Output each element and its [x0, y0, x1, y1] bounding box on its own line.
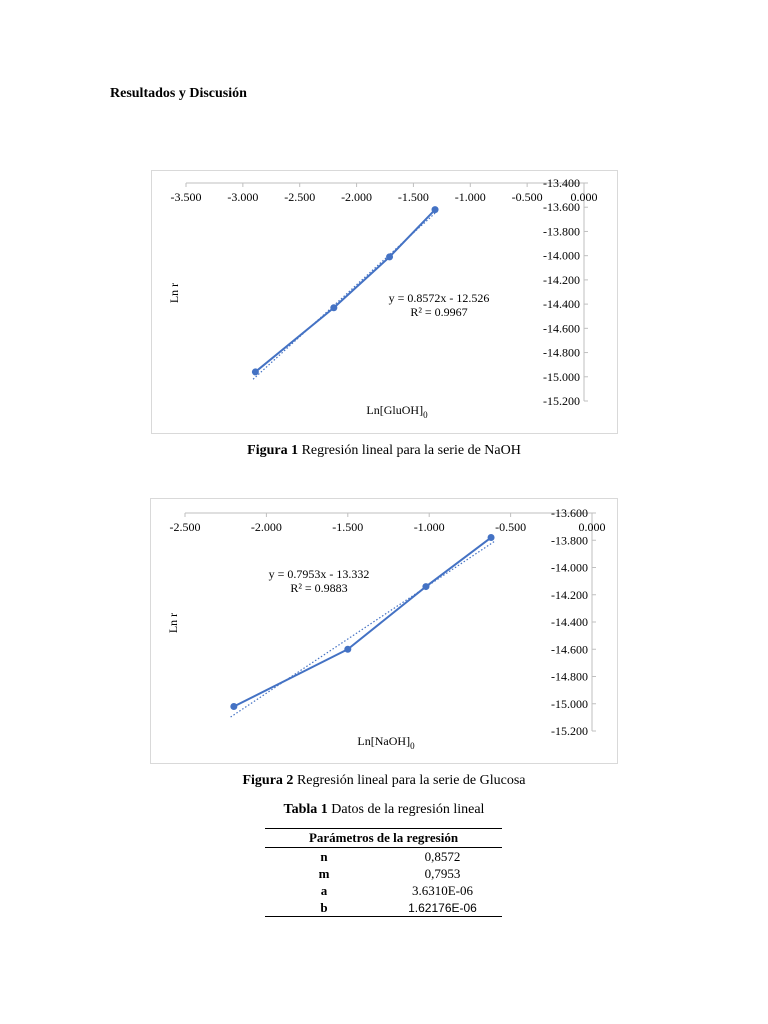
data-point [230, 703, 237, 710]
param-value: 0,7953 [424, 865, 461, 881]
regression-table [265, 828, 502, 917]
y-axis-label: Ln r [166, 612, 180, 634]
y-axis-label: Ln r [167, 282, 181, 304]
table-1-title-text: Datos de la regresión lineal [327, 802, 485, 817]
x-tick-label: -3.000 [227, 190, 259, 204]
table-1-title [0, 802, 768, 818]
x-tick-label: -1.000 [413, 520, 445, 534]
x-tick-label: -1.500 [397, 190, 429, 204]
figure-2-chart [151, 499, 617, 763]
data-point [252, 368, 259, 375]
trendline-r2: R² = 0.9883 [290, 581, 348, 595]
regression-table-header: Parámetros de la regresión [265, 829, 502, 848]
y-tick-label: -13.800 [551, 533, 588, 548]
y-tick-label: -13.400 [543, 176, 580, 190]
table-row [265, 899, 502, 917]
figure-1-chart [152, 171, 617, 433]
figure-2-caption-label: Figura 2 [242, 773, 294, 788]
y-tick-label: -14.800 [551, 669, 588, 684]
param-name: n [320, 848, 328, 864]
x-axis-label: $Ln[GluOH]_0$ [366, 403, 428, 420]
table-row [265, 848, 502, 866]
table-1-title-label: Tabla 1 [283, 802, 328, 817]
y-tick-label: -14.000 [543, 248, 580, 263]
y-tick-label: -15.200 [543, 394, 580, 408]
y-tick-label: -14.000 [551, 560, 588, 575]
y-tick-label: -15.000 [551, 696, 588, 711]
x-tick-label: 0.000 [570, 190, 598, 204]
y-tick-label: -14.200 [551, 587, 588, 602]
y-tick-label: -14.400 [551, 615, 588, 629]
param-name: a [320, 882, 328, 898]
x-tick-label: -0.500 [511, 190, 543, 204]
y-tick-label: -13.600 [551, 506, 588, 520]
data-point [422, 583, 429, 590]
param-value: 0,8572 [424, 848, 461, 864]
x-tick-label: -1.500 [332, 520, 364, 534]
data-point [344, 646, 351, 653]
section-heading: Resultados y Discusión [110, 86, 247, 101]
param-value: 1.62176E-06 [383, 899, 502, 917]
table-row [265, 882, 502, 899]
x-tick-label: 0.000 [578, 520, 606, 534]
x-tick-label: -2.000 [250, 520, 282, 534]
figure-2-caption [0, 773, 768, 789]
data-point [386, 253, 393, 260]
x-tick-label: -3.500 [170, 190, 202, 204]
x-tick-label: -0.500 [495, 520, 527, 534]
y-tick-label: -15.200 [551, 724, 588, 738]
y-tick-label: -15.000 [543, 369, 580, 384]
table-row [265, 865, 502, 882]
y-tick-label: -14.800 [543, 345, 580, 360]
param-name: m [318, 865, 330, 881]
y-tick-label: -14.600 [551, 642, 588, 657]
param-name: b [265, 899, 383, 917]
figure-1-caption [0, 443, 768, 459]
data-point [488, 534, 495, 541]
param-value: 3.6310E-06 [411, 882, 474, 898]
figure-2-caption-text: Regresión lineal para la serie de Glucosa [293, 773, 526, 788]
figure-1-frame [151, 170, 618, 434]
trendline-r2: R² = 0.9967 [410, 305, 468, 319]
x-axis-label: $Ln[NaOH]_0$ [357, 734, 415, 751]
data-point [330, 304, 337, 311]
y-tick-label: -13.800 [543, 224, 580, 239]
y-tick-label: -14.400 [543, 297, 580, 312]
trendline-equation: y = 0.7953x - 13.332 [268, 567, 370, 581]
y-tick-label: -14.200 [543, 272, 580, 287]
x-tick-label: -1.000 [454, 190, 486, 204]
y-tick-label: -14.600 [543, 321, 580, 336]
figure-1-caption-text: Regresión lineal para la serie de NaOH [298, 443, 521, 458]
x-tick-label: -2.500 [169, 520, 201, 534]
data-point [432, 206, 439, 213]
series-line [234, 538, 491, 707]
x-tick-label: -2.500 [284, 190, 316, 204]
x-tick-label: -2.000 [341, 190, 373, 204]
figure-1-caption-label: Figura 1 [247, 443, 299, 458]
figure-2-frame [150, 498, 618, 764]
y-tick-label: -13.600 [543, 200, 580, 215]
trendline-equation: y = 0.8572x - 12.526 [388, 291, 490, 305]
